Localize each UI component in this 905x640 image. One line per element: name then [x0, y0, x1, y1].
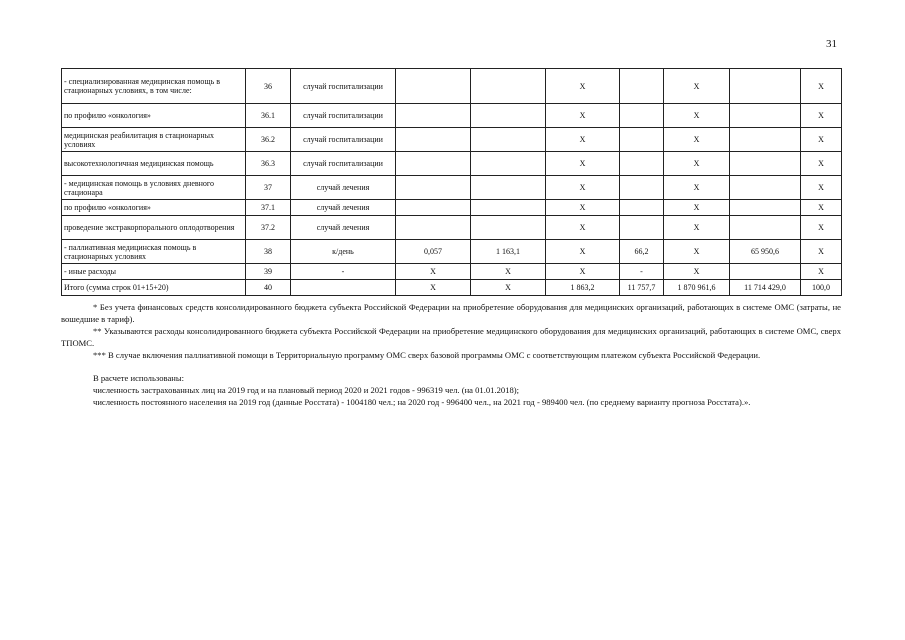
cell-name: - медицинская помощь в условиях дневного стационара	[62, 176, 246, 200]
cell-code: 37	[246, 176, 291, 200]
cell-c6: X	[546, 128, 620, 152]
cell-name: по профилю «онкология»	[62, 200, 246, 216]
cell-code: 40	[246, 280, 291, 296]
cell-name: проведение экстракорпорального оплодотворения	[62, 216, 246, 240]
cell-c6: X	[546, 264, 620, 280]
cell-c8: X	[664, 128, 730, 152]
table-row	[62, 152, 842, 176]
cell-code: 36.3	[246, 152, 291, 176]
table-row	[62, 280, 842, 296]
cell-c4	[396, 69, 471, 104]
cell-unit: случай лечения	[291, 176, 396, 200]
cell-unit: случай госпитализации	[291, 69, 396, 104]
cell-c4	[396, 152, 471, 176]
cell-c7	[620, 176, 664, 200]
cell-c6: X	[546, 200, 620, 216]
cell-name: медицинская реабилитация в стационарных условиях	[62, 128, 246, 152]
cell-c7	[620, 128, 664, 152]
cell-c4: X	[396, 264, 471, 280]
cell-c8: 1 870 961,6	[664, 280, 730, 296]
cell-unit: случай лечения	[291, 200, 396, 216]
cell-c9	[730, 216, 801, 240]
calc-used-population: численность постоянного населения на 2019 год (данные Росстата) - 1004180 чел.; на 2020 год - 996400 чел., на 2021 год - 989400 чел. (по среднему варианту прогноза Росстата).».	[93, 397, 751, 407]
page-number: 31	[826, 38, 837, 50]
cell-c6: X	[546, 69, 620, 104]
cell-name: Итого (сумма строк 01+15+20)	[62, 280, 246, 296]
cell-name: высокотехнологичная медицинская помощь	[62, 152, 246, 176]
cell-c5	[471, 216, 546, 240]
cell-unit: случай госпитализации	[291, 128, 396, 152]
cell-c6: 1 863,2	[546, 280, 620, 296]
cell-c6: X	[546, 216, 620, 240]
cell-c5: X	[471, 264, 546, 280]
calc-used-title: В расчете использованы:	[93, 373, 185, 383]
cell-c4	[396, 176, 471, 200]
table-row	[62, 69, 842, 104]
table-row	[62, 200, 842, 216]
cell-c5: X	[471, 280, 546, 296]
cell-c7: -	[620, 264, 664, 280]
cell-c7: 66,2	[620, 240, 664, 264]
cell-c5	[471, 128, 546, 152]
cell-name: - паллиативная медицинская помощь в стационарных условиях	[62, 240, 246, 264]
cell-c9: 65 950,6	[730, 240, 801, 264]
cell-c10: X	[801, 104, 842, 128]
cell-code: 36.1	[246, 104, 291, 128]
cell-c4	[396, 104, 471, 128]
cell-unit: случай госпитализации	[291, 104, 396, 128]
cell-c5	[471, 152, 546, 176]
cell-c7	[620, 152, 664, 176]
cell-c7	[620, 69, 664, 104]
cell-unit	[291, 280, 396, 296]
cell-c7: 11 757,7	[620, 280, 664, 296]
footnote-3: *** В случае включения паллиативной помощи в Территориальную программу ОМС сверх базовой программы ОМС с соответствующим платежом субъекта Российской Федерации.	[93, 350, 761, 360]
cell-c4: X	[396, 280, 471, 296]
cell-c4: 0,057	[396, 240, 471, 264]
cell-c6: X	[546, 240, 620, 264]
cell-c9	[730, 104, 801, 128]
table-row	[62, 104, 842, 128]
cell-c6: X	[546, 152, 620, 176]
cell-c8: X	[664, 176, 730, 200]
cell-unit: случай лечения	[291, 216, 396, 240]
cell-c8: X	[664, 216, 730, 240]
cell-c10: X	[801, 152, 842, 176]
cell-c10: X	[801, 240, 842, 264]
cell-c8: X	[664, 200, 730, 216]
cell-c8: X	[664, 240, 730, 264]
cell-c6: X	[546, 104, 620, 128]
cell-c9	[730, 152, 801, 176]
cell-c4	[396, 216, 471, 240]
footnotes	[61, 301, 841, 408]
cell-code: 36	[246, 69, 291, 104]
footnote-2: ** Указываются расходы консолидированного бюджета субъекта Российской Федерации на приобретение медицинского оборудования для медицинских организаций, работающих в системе ОМС, сверх ТПОМС.	[61, 326, 841, 348]
table-row	[62, 216, 842, 240]
cell-code: 38	[246, 240, 291, 264]
cell-c4	[396, 200, 471, 216]
cell-c7	[620, 200, 664, 216]
cell-c8: X	[664, 104, 730, 128]
cell-c7	[620, 104, 664, 128]
cell-code: 37.2	[246, 216, 291, 240]
cell-unit: -	[291, 264, 396, 280]
cell-c10: X	[801, 200, 842, 216]
cell-c4	[396, 128, 471, 152]
table-row	[62, 240, 842, 264]
table-row	[62, 128, 842, 152]
cell-c9	[730, 176, 801, 200]
cell-c9	[730, 128, 801, 152]
cell-unit: к/день	[291, 240, 396, 264]
cell-c10: X	[801, 216, 842, 240]
cell-c5	[471, 176, 546, 200]
cell-c8: X	[664, 264, 730, 280]
cell-c5	[471, 200, 546, 216]
cell-c9	[730, 69, 801, 104]
cell-c9	[730, 264, 801, 280]
cell-code: 36.2	[246, 128, 291, 152]
footnote-1: * Без учета финансовых средств консолидированного бюджета субъекта Российской Федерации на приобретение оборудования для медицинских организаций, работающих в системе ОМС (затраты, не вошедшие в тариф).	[61, 302, 841, 324]
cell-unit: случай госпитализации	[291, 152, 396, 176]
cell-c10: X	[801, 69, 842, 104]
cell-c10: X	[801, 128, 842, 152]
cell-c8: X	[664, 69, 730, 104]
cell-name: - специализированная медицинская помощь в стационарных условиях, в том числе:	[62, 69, 246, 104]
table-body	[62, 69, 842, 296]
cell-c5	[471, 69, 546, 104]
table-row	[62, 264, 842, 280]
cell-c9: 11 714 429,0	[730, 280, 801, 296]
cell-name: по профилю «онкология»	[62, 104, 246, 128]
cell-c5: 1 163,1	[471, 240, 546, 264]
calc-used-insured: численность застрахованных лиц на 2019 год и на плановый период 2020 и 2021 годов - 996319 чел. (на 01.01.2018);	[93, 385, 520, 395]
cell-c7	[620, 216, 664, 240]
cell-c10: X	[801, 176, 842, 200]
financing-table	[61, 68, 842, 296]
cell-c10: X	[801, 264, 842, 280]
cell-c6: X	[546, 176, 620, 200]
cell-c10: 100,0	[801, 280, 842, 296]
table-row	[62, 176, 842, 200]
cell-c5	[471, 104, 546, 128]
cell-code: 39	[246, 264, 291, 280]
cell-c8: X	[664, 152, 730, 176]
cell-c9	[730, 200, 801, 216]
cell-code: 37.1	[246, 200, 291, 216]
cell-name: - иные расходы	[62, 264, 246, 280]
